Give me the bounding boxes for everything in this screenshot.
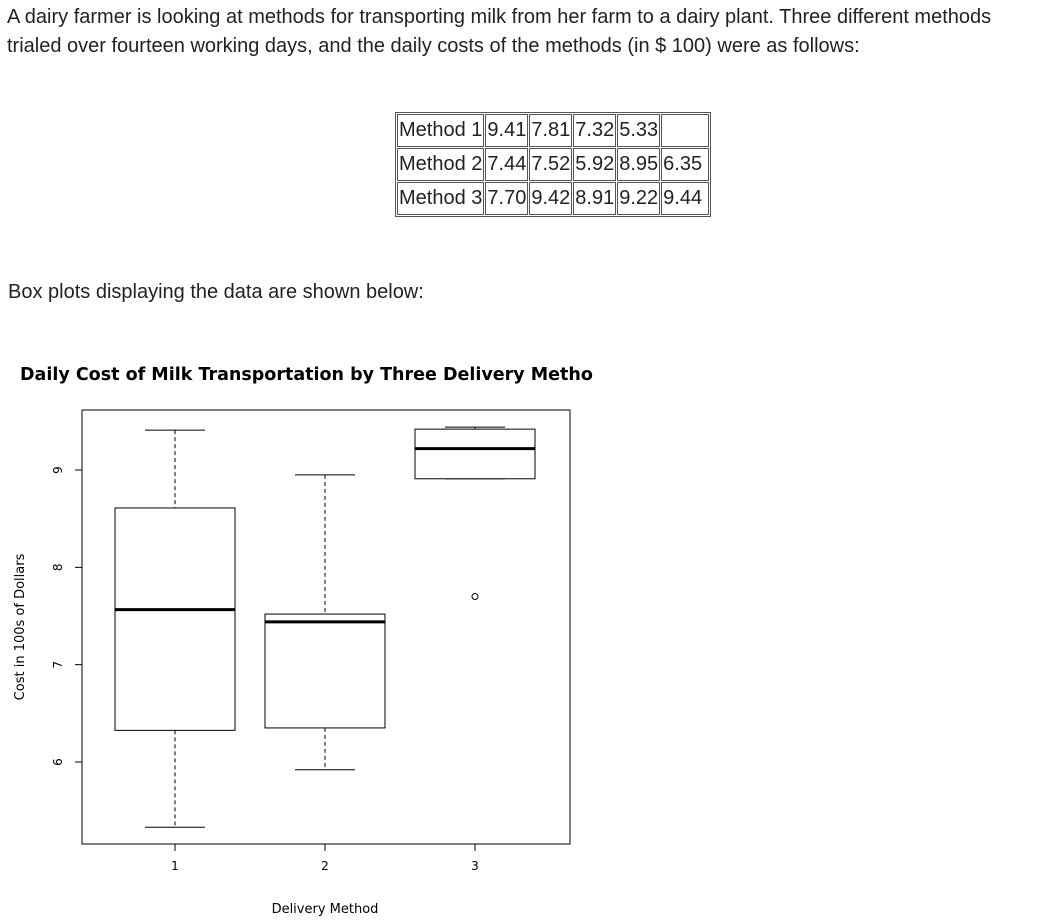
table-cell: 7.70	[485, 182, 528, 215]
table-cell: 9.22	[617, 182, 660, 215]
boxplot-caption: Box plots displaying the data are shown below:	[8, 281, 424, 303]
table-row	[397, 182, 709, 215]
row-label: Method 3	[397, 182, 484, 215]
table-cell: 9.44	[661, 182, 709, 215]
table-cell: 5.92	[573, 148, 616, 181]
row-label: Method 1	[397, 114, 484, 147]
table-cell: 7.81	[529, 114, 572, 147]
boxplot-chart	[8, 337, 608, 922]
table-row	[397, 114, 709, 147]
table-cell: 9.41	[485, 114, 528, 147]
boxplot-figure	[8, 337, 608, 922]
table-cell: 6.35	[661, 148, 709, 181]
x-tick-label: 2	[321, 859, 329, 873]
table-cell: 9.42	[529, 182, 572, 215]
iqr-box	[415, 429, 535, 479]
chart-title: Daily Cost of Milk Transportation by Three Delivery Metho	[20, 365, 593, 385]
y-axis-label: Cost in 100s of Dollars	[13, 553, 28, 701]
table-cell-empty	[661, 114, 709, 147]
table-cell: 8.91	[573, 182, 616, 215]
y-tick-label: 8	[51, 563, 65, 572]
cost-table	[395, 112, 711, 217]
table-cell: 7.44	[485, 148, 528, 181]
iqr-box	[115, 508, 235, 730]
y-tick-label: 9	[51, 466, 65, 474]
y-tick-label: 7	[51, 660, 65, 669]
table-cell: 8.95	[617, 148, 660, 181]
table-cell: 7.52	[529, 148, 572, 181]
table-cell: 5.33	[617, 114, 660, 147]
iqr-box	[265, 614, 385, 728]
intro-paragraph	[7, 3, 1039, 61]
row-label: Method 2	[397, 148, 484, 181]
y-tick-label: 6	[51, 758, 65, 766]
intro-line-1: A dairy farmer is looking at methods for transporting milk from her farm to a dairy plant. Three different methods	[7, 6, 992, 28]
table-cell: 7.32	[573, 114, 616, 147]
x-tick-label: 3	[471, 859, 479, 873]
table-row	[397, 148, 709, 181]
intro-line-2: trialed over fourteen working days, and the daily costs of the methods (in $ 100) were as follows:	[7, 35, 860, 57]
x-tick-label: 1	[171, 859, 179, 873]
x-axis-label: Delivery Method	[271, 902, 379, 917]
